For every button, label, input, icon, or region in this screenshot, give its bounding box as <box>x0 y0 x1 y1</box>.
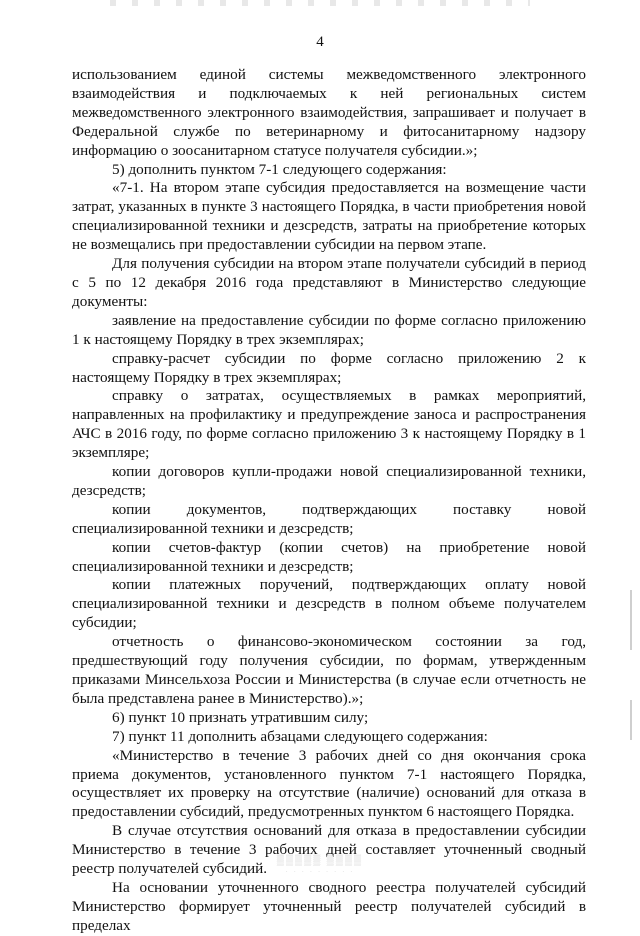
paragraph: отчетность о финансово-экономическом состоянии за год, предшествующий году получения субсидии, по формам, утвержденным приказами Минсельхоза России и Министерства (в случае если отчетность не была представлена ранее в Министерство).»; <box>72 633 586 707</box>
scan-edge-mark <box>630 590 632 650</box>
paragraph: «Министерство в течение 3 рабочих дней со дня окончания срока приема документов, установленного пунктом 7-1 настоящего Порядка, осуществляет их проверку на отсутствие (наличие) оснований для отказа в предоставлении субсидий, предусмотренных пунктом 6 настоящего Порядка. <box>72 746 586 821</box>
paragraph: В случае отсутствия оснований для отказа в предоставлении субсидии Министерство в течение 3 рабочих дней составляет уточненный сводный реестр получателей субсидий. <box>72 822 586 878</box>
paragraph: копии платежных поручений, подтверждающих оплату новой специализированной техники и дезсредств в полном объеме получателем субсидии; <box>72 576 586 632</box>
paragraph: 7) пункт 11 дополнить абзацами следующего содержания: <box>112 727 488 745</box>
faint-stamp: ▒▒▒▒▒ ▒▒▒▒ · · · · · · · · · <box>276 855 364 876</box>
paragraph: заявление на предоставление субсидии по форме согласно приложению 1 к настоящему Порядку в трех экземплярах; <box>72 311 586 348</box>
paragraph: 5) дополнить пунктом 7-1 следующего содержания: <box>112 160 447 178</box>
paragraph: 6) пункт 10 признать утратившим силу; <box>112 708 369 726</box>
page-number: 4 <box>316 34 324 50</box>
paragraph: использованием единой системы межведомственного электронного взаимодействия и подключаемых к ней региональных систем межведомственного электронного взаимодействия, запрашивает и получает в Федеральной службе по ветеринарному и фитосанитарному надзору информацию о зоосанитарном статусе получателя субсидии.»; <box>72 66 586 159</box>
paragraph: копии счетов-фактур (копии счетов) на приобретение новой специализированной техники и дезсредств; <box>72 538 586 575</box>
paragraph: справку-расчет субсидии по форме согласно приложению 2 к настоящему Порядку в трех экземплярах; <box>72 349 586 386</box>
paragraph: копии документов, подтверждающих поставку новой специализированной техники и дезсредств; <box>72 500 586 537</box>
paragraph: «7-1. На втором этапе субсидия предоставляется на возмещение части затрат, указанных в пункте 3 настоящего Порядка, в части приобретения новой специализированной техники и дезсредств, затраты на приобретение которых не возмещались при предоставлении субсидии на первом этапе. <box>72 179 586 254</box>
document-body <box>72 66 586 936</box>
scan-edge-mark <box>630 700 632 740</box>
paragraph: На основании уточненного сводного реестра получателей субсидий Министерство формирует уточненный реестр получателей субсидий в пределах <box>72 878 586 934</box>
paragraph: Для получения субсидии на втором этапе получатели субсидий в период с 5 по 12 декабря 2016 года представляют в Министерство следующие документы: <box>72 255 586 310</box>
scan-noise-top <box>110 0 530 6</box>
paragraph: копии договоров купли-продажи новой специализированной техники, дезсредств; <box>72 463 586 499</box>
paragraph: справку о затратах, осуществляемых в рамках мероприятий, направленных на профилактику и предупреждение заноса и распространения АЧС в 2016 году, по форме согласно приложению 3 к настоящему Порядку в 1 экземпляре; <box>72 387 586 462</box>
